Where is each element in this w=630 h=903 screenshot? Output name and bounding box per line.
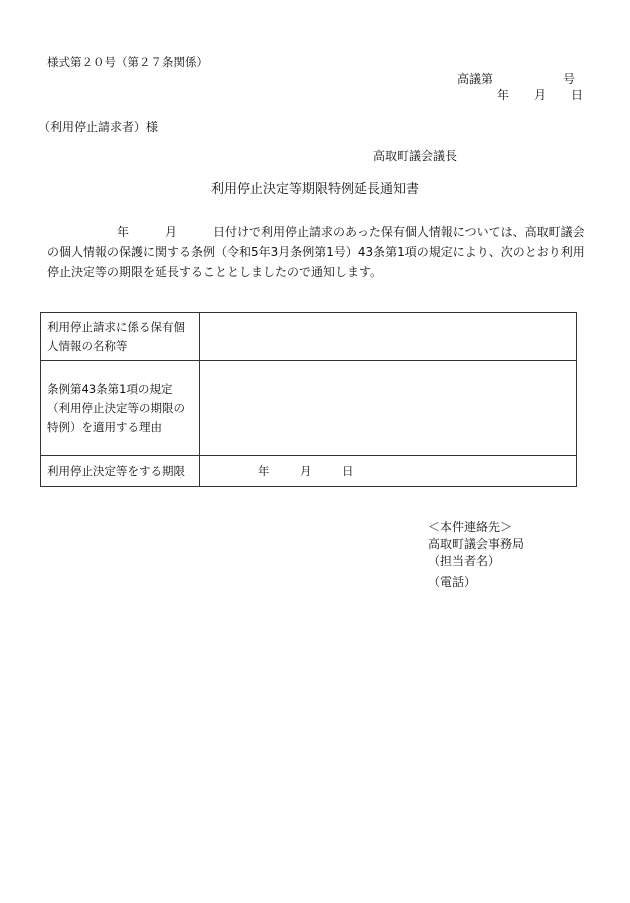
contact-block [428,519,524,570]
body-date-month: 月 [165,225,178,239]
issue-date-month: 月 [534,88,547,102]
contact-office: 高取町議会事務局 [428,537,525,551]
deadline-day: 日 [342,464,354,478]
document-title: 利用停止決定等期限特例延長通知書 [210,182,419,197]
table-row-label: 条例第43条第1項の規定（利用停止決定等の期限の特例）を適用する理由 [41,361,200,456]
deadline-year: 年 [258,464,270,478]
contact-phone: （電話） [428,575,477,589]
issue-date [497,88,583,102]
table-row [41,456,577,487]
body-paragraph [47,222,587,282]
issue-date-year: 年 [497,88,510,102]
table-row [41,313,577,361]
contact-person: （担当者名） [428,554,501,568]
table-row [41,361,577,456]
sender: 高取町議会議長 [373,149,458,163]
body-date-year: 年 [117,225,130,239]
body-text: 日付けで利用停止請求のあった保有個人情報については、高取町議会の個人情報の保護に関する条例（令和5年3月条例第1号）43条第1項の規定により、次のとおり利用停止決定等の期限を延長することとしましたので通知します。 [47,225,585,279]
table-row-value [200,313,577,361]
info-table [40,312,577,487]
deadline-month: 月 [300,464,312,478]
table-row-label: 利用停止請求に係る保有個人情報の名称等 [41,313,200,361]
form-number: 様式第２０号（第２７条関係） [47,55,208,69]
issue-date-day: 日 [571,88,584,102]
deadline-date [200,456,577,487]
document-number-prefix: 高議第 [457,72,494,86]
document-number-suffix: 号 [563,72,576,86]
document-number [457,72,575,86]
table-row-value [200,361,577,456]
contact-heading: ＜本件連絡先＞ [428,520,513,534]
addressee: （利用停止請求者）様 [38,120,159,134]
table-row-label: 利用停止決定等をする期限 [41,456,200,487]
